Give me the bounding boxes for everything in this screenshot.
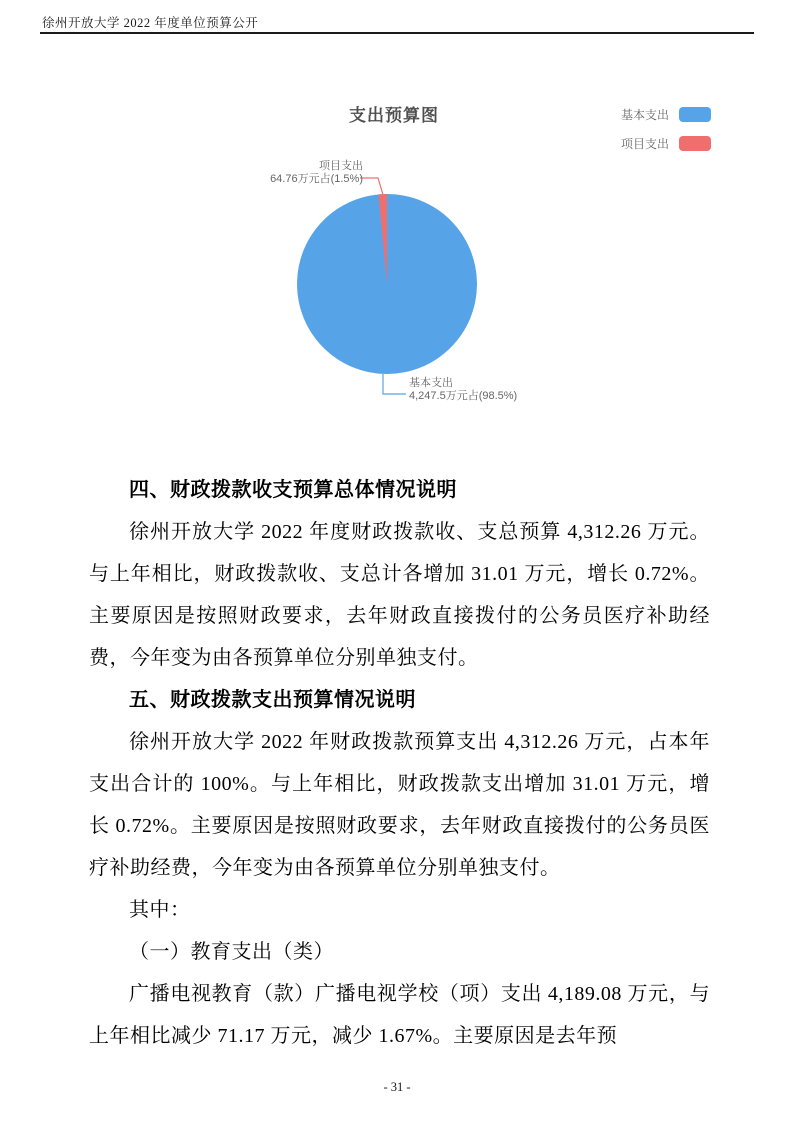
page-number: - 31 - [383,1080,411,1094]
document-body [89,469,710,1057]
legend-item-basic[interactable] [621,106,711,123]
pie-label-project-value: 64.76万元占(1.5%) [270,173,363,185]
leader-line-basic [383,374,406,394]
pie-label-basic-name: 基本支出 [409,377,453,389]
section4-heading: 四、财政拨款收支预算总体情况说明 [129,479,457,501]
section5-heading: 五、财政拨款支出预算情况说明 [129,689,416,711]
leader-line-project [360,178,383,194]
pie-label-basic-value: 4,247.5万元占(98.5%) [409,390,518,402]
section5-paragraph-1: 徐州开放大学 2022 年财政拨款预算支出 4,312.26 万元，占本年支出合计的 100%。与上年相比，财政拨款支出增加 31.01 万元，增长 0.72%。主要原因是按照财政要求，去年财政直接拨付的公务员医疗补助经费，今年变为由各预算单位分别单独支付。 [89,731,710,879]
section5-paragraph-3: （一）教育支出（类） [129,941,334,963]
header-divider [40,32,754,34]
pie-label-project-name: 项目支出 [319,160,363,172]
legend-label-basic: 基本支出 [620,108,669,122]
legend-item-project[interactable] [621,135,711,152]
section4-paragraph: 徐州开放大学 2022 年度财政拨款收、支总预算 4,312.26 万元。与上年相比，财政拨款收、支总计各增加 31.01 万元，增长 0.72%。主要原因是按照财政要求，去年财政直接拨付的公务员医疗补助经费，今年变为由各预算单位分别单独支付。 [89,521,710,669]
legend-label-project: 项目支出 [620,137,669,151]
pie-label-project [270,160,363,186]
pie-chart [260,155,540,405]
document-header-title: 徐州开放大学 2022 年度单位预算公开 [42,16,259,30]
chart-legend [621,106,711,152]
legend-swatch-basic-icon [679,107,711,122]
chart-title: 支出预算图 [349,106,439,125]
pie-label-basic [409,377,517,403]
section5-paragraph-2: 其中： [129,899,191,921]
section5-paragraph-4: 广播电视教育（款）广播电视学校（项）支出 4,189.08 万元，与上年相比减少 71.17 万元，减少 1.67%。主要原因是去年预 [89,983,710,1047]
legend-swatch-project-icon [679,136,711,151]
